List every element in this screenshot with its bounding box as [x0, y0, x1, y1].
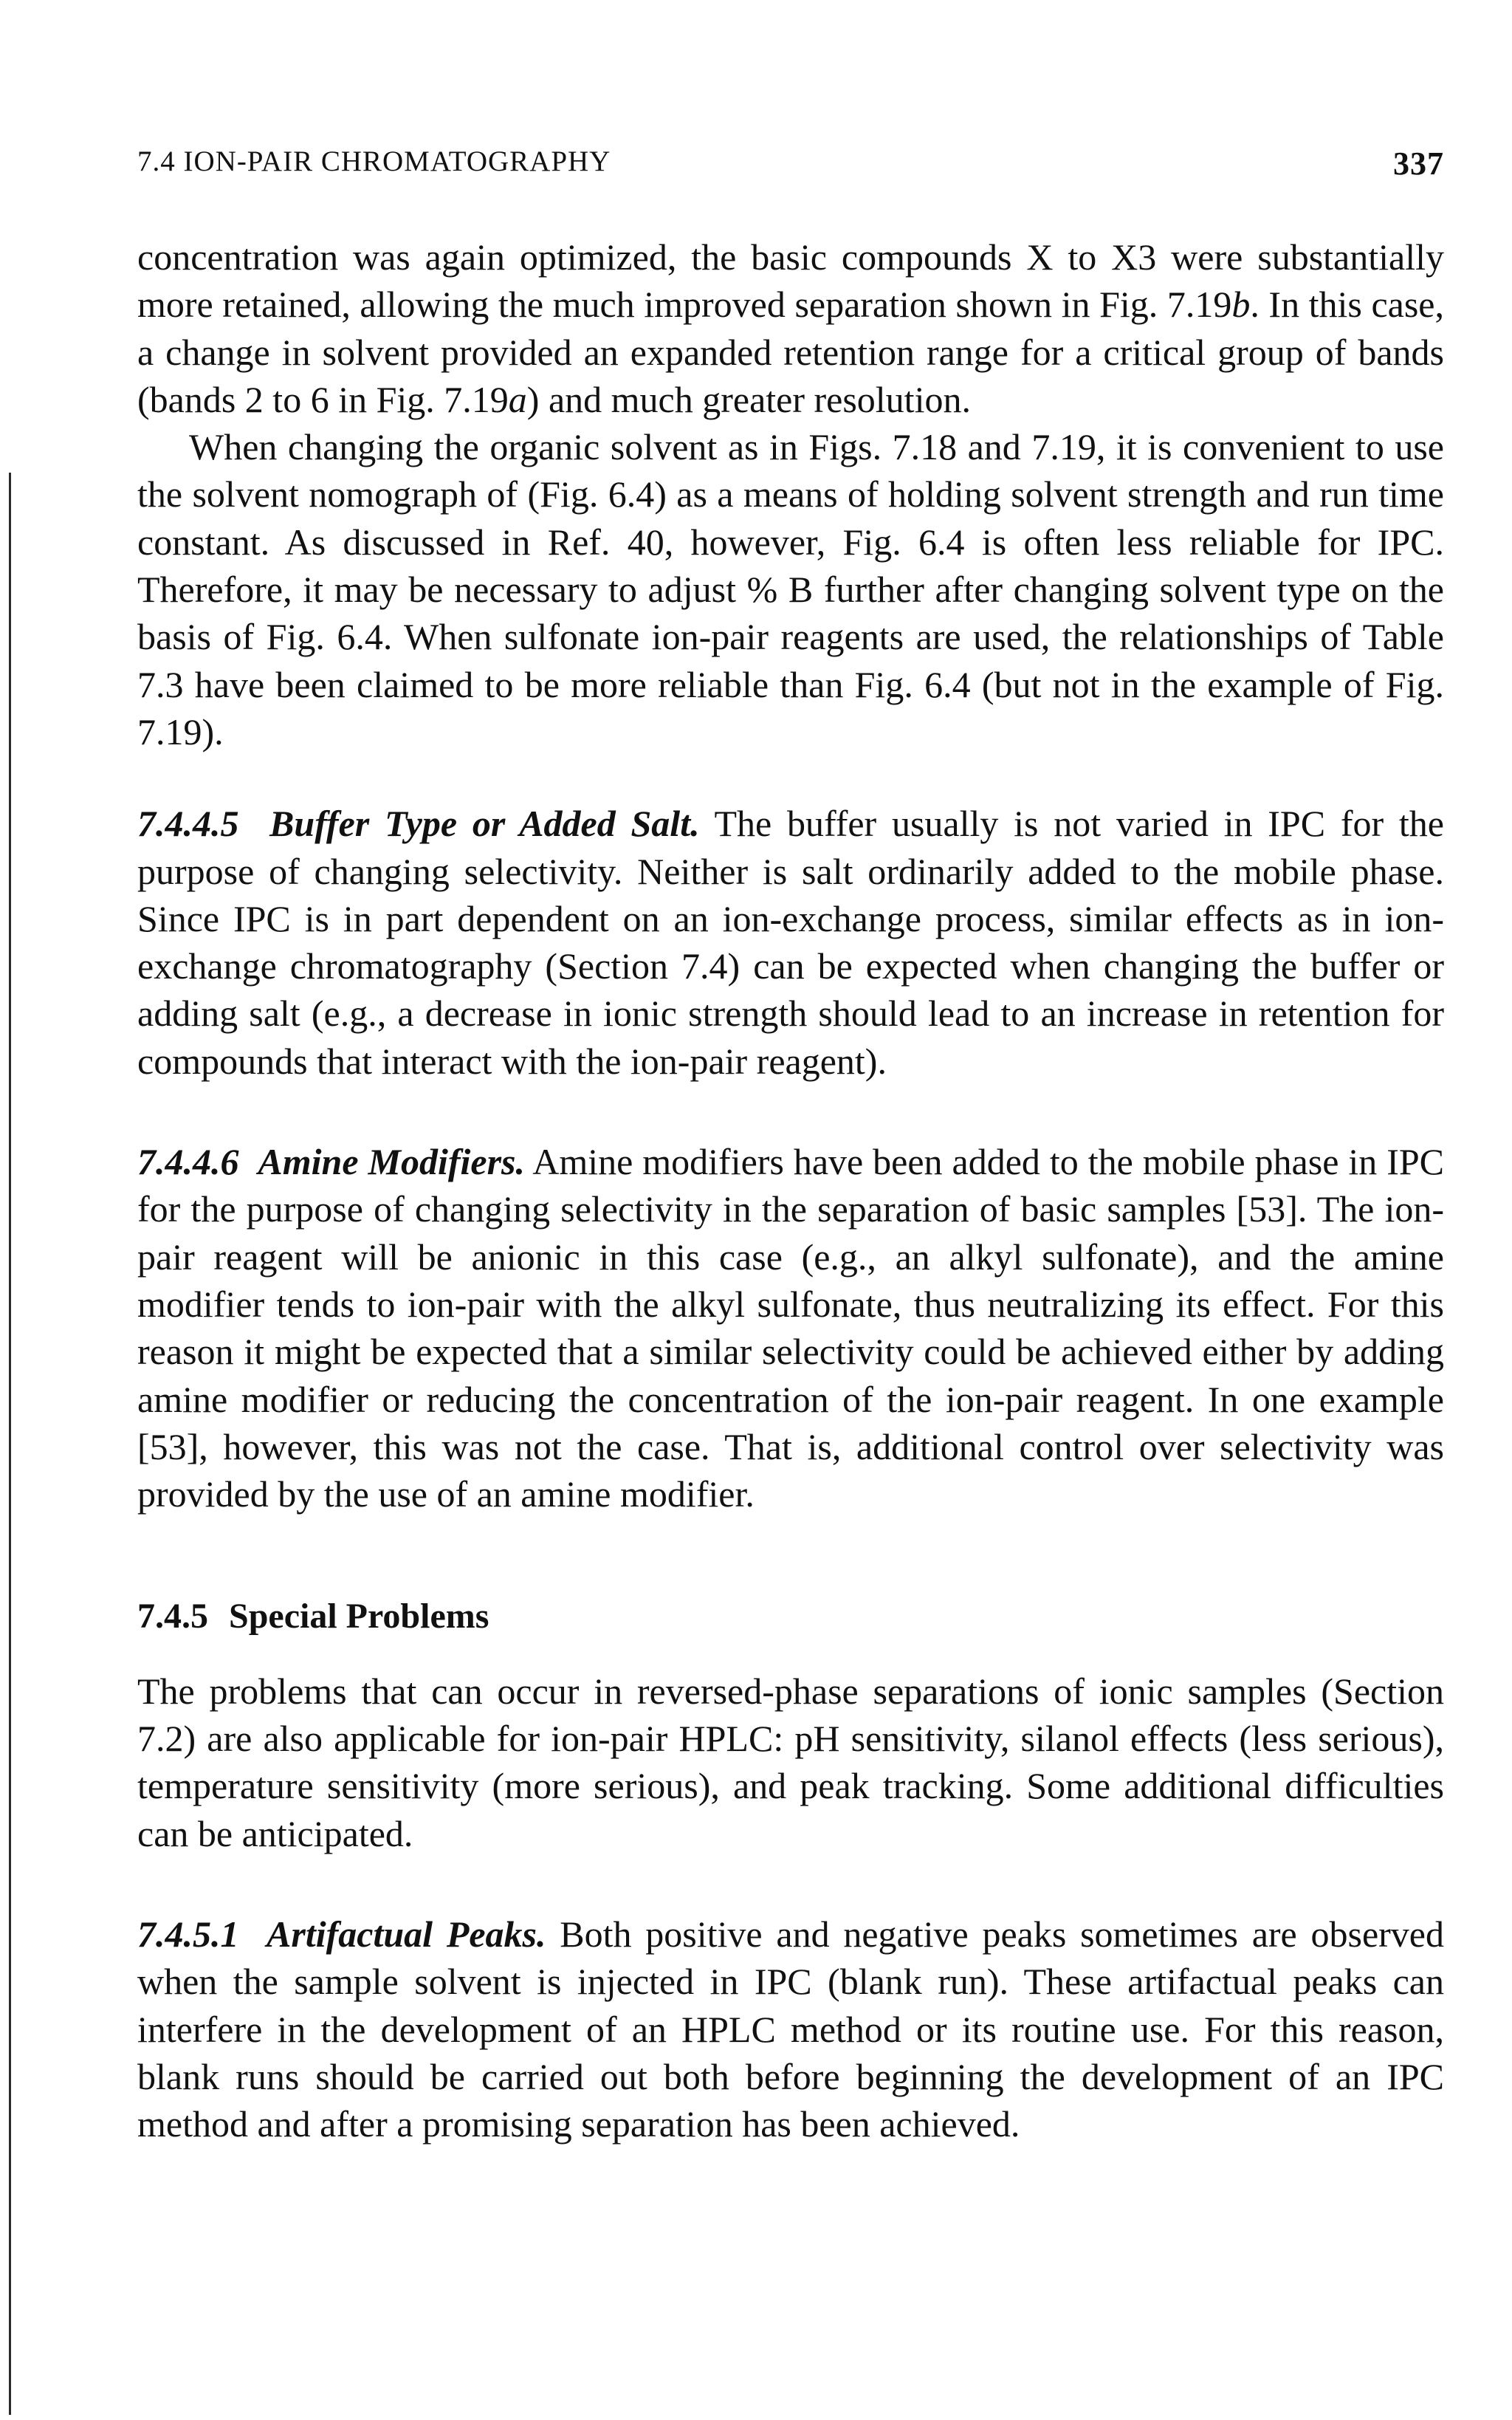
subsection-title: Amine Modifiers. — [258, 1141, 526, 1183]
subsection-artifactual-peaks — [137, 1910, 1444, 2148]
subsection-number: 7.4.4.5 — [137, 803, 239, 845]
margin-rule — [9, 473, 11, 2415]
subsection-text: Amine modifiers have been added to the mobile phase in IPC for the purpose of changing selectivity in the separation of basic samples [53]. The ion-pair reagent will be anionic in this case (e.g., an alkyl sulfonate), and the amine modifier tends to ion-pair with the alkyl sulfonate, thus neutralizing its effect. For this reason it might be expected that a similar selectivity could be achieved either by adding amine modifier or reducing the concentration of the ion-pair reagent. In one example [53], however, this was not the case. That is, additional control over selectivity was provided by the use of an amine modifier. — [137, 1141, 1445, 1515]
subsection-number: 7.4.5.1 — [137, 1913, 239, 1955]
subsection-text: The buffer usually is not varied in IPC for the purpose of changing selectivity. Neither is salt ordinarily added to the mobile phase. Since IPC is in part dependent on an ion-exchange process, similar effects as in ion-exchange chromatography (Section 7.4) can be expected when changing the buffer or adding salt (e.g., a decrease in ionic strength should lead to an increase in retention for compounds that interact with the ion-pair reagent). — [137, 803, 1444, 1082]
subsection-title: Buffer Type or Added Salt. — [269, 803, 700, 845]
paragraph-continued: concentration was again optimized, the basic compounds X to X3 were substantially more retained, allowing the much improved separation shown in Fig. 7.19b. In this case, a change in solvent provided an expanded retention range for a critical group of bands (bands 2 to 6 in Fig. 7.19a) and much greater resolution. — [137, 236, 1444, 420]
page-body — [137, 233, 1444, 2148]
section-heading — [137, 1593, 1444, 1640]
paragraph-solvent-nomograph: When changing the organic solvent as in Figs. 7.18 and 7.19, it is convenient to use the solvent nomograph of (Fig. 6.4) as a means of holding solvent strength and run time constant. As discussed in Ref. 40, however, Fig. 6.4 is often less reliable for IPC. Therefore, it may be necessary to adjust % B further after changing solvent type on the basis of Fig. 6.4. When sulfonate ion-pair reagents are used, the relationships of Table 7.3 have been claimed to be more reliable than Fig. 6.4 (but not in the example of Fig. 7.19). — [137, 426, 1444, 753]
subsection-buffer-type — [137, 800, 1444, 1085]
section-number: 7.4.5 — [137, 1597, 208, 1636]
subsection-amine-modifiers — [137, 1138, 1444, 1518]
page-number: 337 — [1393, 145, 1444, 182]
subsection-text: Both positive and negative peaks sometimes are observed when the sample solvent is injected in IPC (blank run). These artifactual peaks can interfere in the development of an HPLC method or its routine use. For this reason, blank runs should be carried out both before beginning the development of an IPC method and after a promising separation has been achieved. — [137, 1913, 1444, 2145]
running-header — [137, 145, 1444, 189]
subsection-number: 7.4.4.6 — [137, 1141, 239, 1183]
running-header-title: 7.4 ION-PAIR CHROMATOGRAPHY — [137, 145, 611, 177]
subsection-title: Artifactual Peaks. — [267, 1913, 546, 1955]
section-title: Special Problems — [229, 1597, 489, 1636]
paragraph-special-problems: The problems that can occur in reversed-phase separations of ionic samples (Section 7.2) are also applicable for ion-pair HPLC: pH sensitivity, silanol effects (less serious), temperature sensitivity (more serious), and peak tracking. Some additional difficulties can be anticipated. — [137, 1670, 1444, 1854]
